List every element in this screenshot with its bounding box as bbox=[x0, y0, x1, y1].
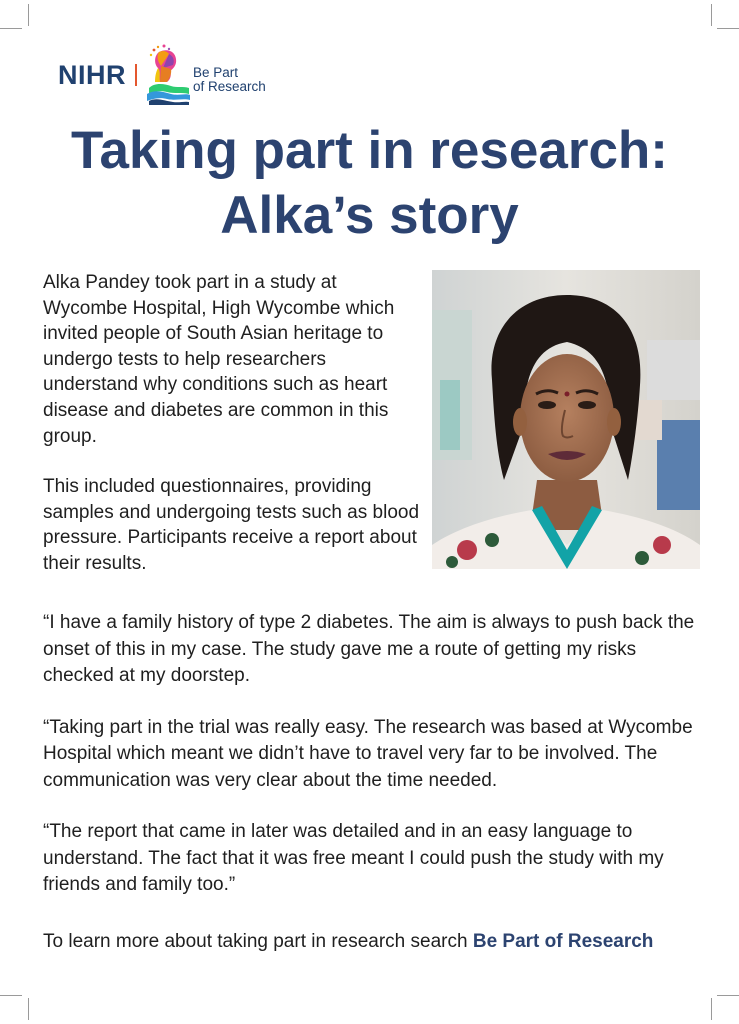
logo-tagline bbox=[193, 66, 266, 94]
quotes-section bbox=[43, 610, 708, 899]
quote-paragraph: “The report that came in later was detailed and in an easy language to understand. The fact that it was free meant I could push the study with my friends and family too.” bbox=[43, 821, 664, 895]
quote-paragraph: “Taking part in the trial was really easy. The research was based at Wycombe Hospital which meant we didn’t have to travel very far to be involved. The communication was very clear about the time needed. bbox=[43, 716, 693, 791]
crop-mark bbox=[28, 998, 29, 1020]
crop-mark bbox=[28, 4, 29, 26]
intro-paragraph: Alka Pandey took part in a study at Wycombe Hospital, High Wycombe which invited people of South Asian heritage to undergo tests to help researchers understand why conditions such as heart disease and diabetes are common in this group. bbox=[43, 272, 395, 447]
logo-separator bbox=[135, 64, 137, 86]
crop-mark bbox=[0, 995, 22, 996]
crop-mark bbox=[717, 995, 739, 996]
logo-tagline-line2: of Research bbox=[193, 79, 266, 94]
crop-mark bbox=[717, 28, 739, 29]
intro-paragraph: This included questionnaires, providing samples and undergoing tests such as blood pressure. Participants receive a report about their results. bbox=[43, 476, 420, 574]
cta-prefix: To learn more about taking part in research search bbox=[43, 931, 473, 952]
page-title bbox=[0, 118, 739, 248]
page-title-line2: Alka’s story bbox=[220, 186, 519, 245]
quote-paragraph: “I have a family history of type 2 diabetes. The aim is always to push back the onset of this in my case. The study gave me a route of getting my risks checked at my doorstep. bbox=[43, 612, 695, 686]
logo-org-name: NIHR bbox=[58, 59, 126, 90]
call-to-action bbox=[43, 929, 723, 955]
portrait-illustration bbox=[432, 270, 700, 569]
be-part-of-research-logo-icon bbox=[145, 44, 191, 106]
crop-mark bbox=[711, 998, 712, 1020]
logo-tagline-line1: Be Part bbox=[193, 65, 239, 80]
crop-mark bbox=[711, 4, 712, 26]
crop-mark bbox=[0, 28, 22, 29]
portrait-photo bbox=[432, 270, 700, 569]
nihr-logo bbox=[58, 44, 266, 106]
intro-text bbox=[43, 270, 421, 577]
cta-link-be-part-of-research[interactable]: Be Part of Research bbox=[472, 931, 654, 952]
page-title-line1: Taking part in research: bbox=[71, 121, 668, 180]
